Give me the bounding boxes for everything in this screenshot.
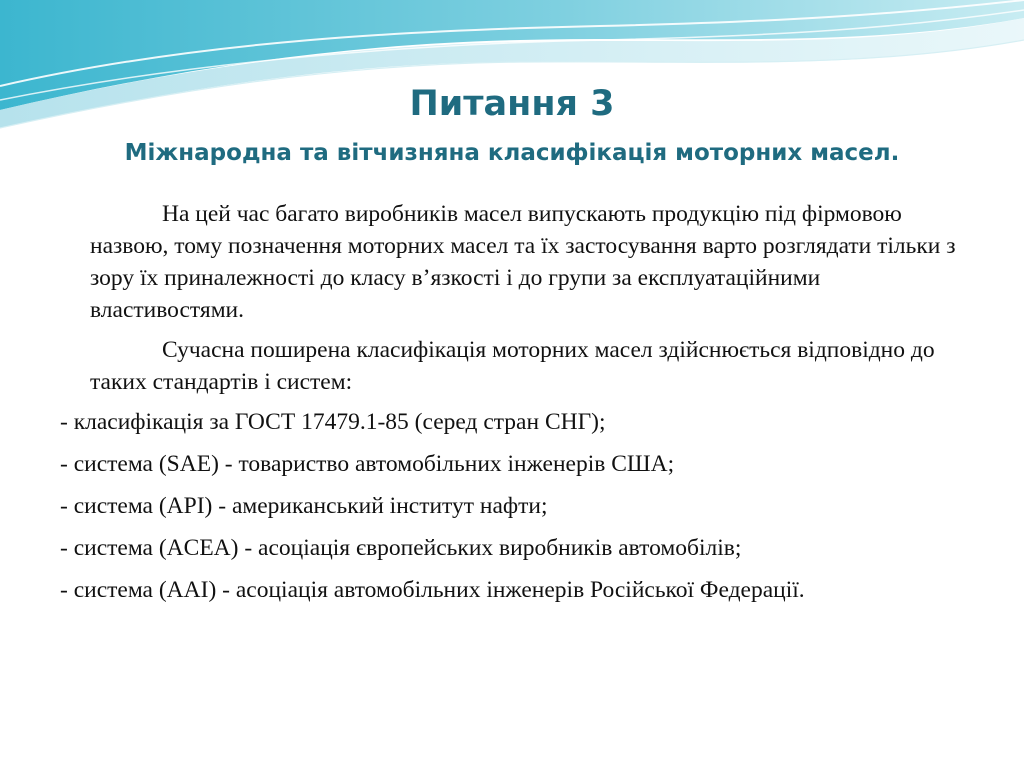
slide-title: Питання 3 <box>409 84 615 124</box>
slide-subtitle: Міжнародна та вітчизняна класифікація моторних масел. <box>124 140 900 166</box>
slide-body <box>60 198 965 616</box>
paragraph-intro: На цей час багато виробників масел випускають продукцію під фірмовою назвою, тому позначення моторних масел та їх застосування варто розглядати тільки з зору їх приналежності до класу в’язкості і до групи за експлуатаційними властивостями. <box>90 201 956 323</box>
list-item-sae: - система (SAE) - товариство автомобільних інженерів США; <box>60 451 675 477</box>
paragraph-standards: Сучасна поширена класифікація моторних масел здійснюється відповідно до таких стандартів і систем: <box>90 337 935 395</box>
list-item-acea: - система (ACEA) - асоціація європейських виробників автомобілів; <box>60 535 742 561</box>
list-item-aai: - система (ААІ) - асоціація автомобільних інженерів Російської Федерації. <box>60 577 805 603</box>
list-item-gost: - класифікація за ГОСТ 17479.1-85 (серед стран СНГ); <box>60 409 606 435</box>
list-item-api: - система (API) - американський інститут нафти; <box>60 493 548 519</box>
